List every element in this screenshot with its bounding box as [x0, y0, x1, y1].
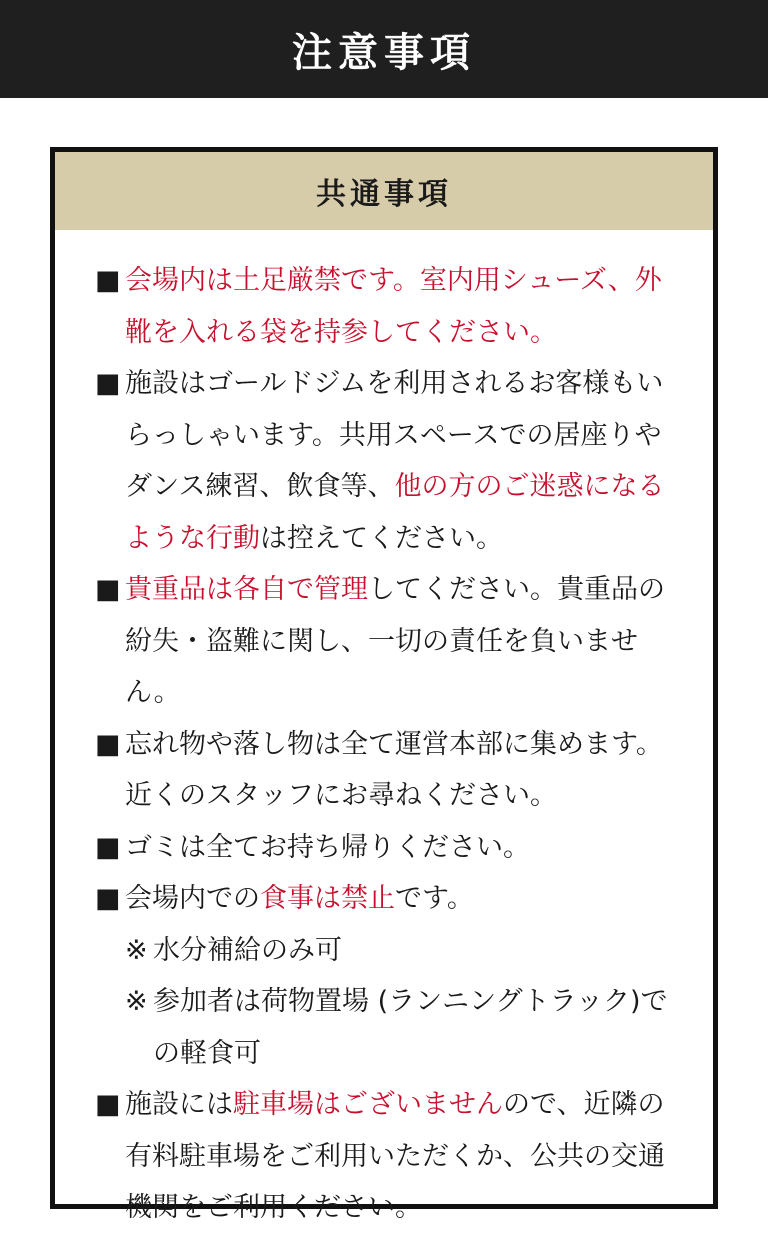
body-text: 施設はゴールドジムを利用されるお客様もいらっしゃいます。共用スペースでの居座りやダンス練習、飲食等、 [125, 368, 664, 502]
highlighted-text: 他の方のご迷惑になるような行動 [125, 471, 665, 554]
reference-mark-icon: ※ [125, 986, 148, 1017]
notice-text [125, 358, 687, 564]
notice-item [95, 719, 687, 822]
notice-item [95, 358, 687, 564]
highlighted-text: 駐車場はございません [233, 1089, 503, 1120]
notice-text [125, 1079, 687, 1234]
notice-box [50, 147, 718, 1223]
highlighted-text: 食事は禁止 [260, 883, 395, 914]
notice-text [125, 873, 687, 925]
page-title: 注意事項 [292, 29, 476, 76]
note-text: 参加者は荷物置場 (ランニングトラック)での軽食可 [153, 986, 668, 1069]
bullet-square-icon: ■ [95, 368, 121, 399]
page-header [0, 0, 768, 98]
notice-note [95, 976, 687, 1079]
body-text: 忘れ物や落し物は全て運営本部に集めます。近くのスタッフにお尋ねください。 [125, 728, 663, 811]
section-header [55, 152, 713, 230]
notice-text [125, 564, 687, 719]
notice-note [95, 925, 687, 977]
bullet-square-icon: ■ [95, 1089, 121, 1120]
body-text: 施設には [125, 1089, 233, 1120]
notice-text [125, 255, 687, 358]
notice-list [55, 230, 713, 1234]
highlighted-text: 貴重品は各自で管理 [125, 574, 368, 605]
body-text: ゴミは全てお持ち帰りください。 [125, 831, 530, 863]
body-text: は控えてください。 [260, 522, 503, 554]
notice-item [95, 822, 687, 874]
bullet-square-icon: ■ [95, 728, 121, 760]
bullet-square-icon: ■ [95, 883, 121, 914]
body-text: してください。貴重品の紛失・盗難に関し、一切の責任を負いません。 [125, 574, 665, 708]
bullet-square-icon: ■ [95, 265, 121, 296]
highlighted-text: 会場内は土足厳禁です。室内用シューズ、外靴を入れる袋を持参してください。 [125, 265, 662, 348]
bullet-square-icon: ■ [95, 831, 121, 863]
notice-item [95, 1079, 687, 1234]
section-title: 共通事項 [316, 177, 452, 212]
bullet-square-icon: ■ [95, 574, 121, 605]
note-text: 水分補給のみ可 [153, 934, 342, 966]
notice-text [125, 719, 687, 822]
notice-item [95, 564, 687, 719]
reference-mark-icon: ※ [125, 934, 148, 966]
notice-text [125, 822, 687, 874]
body-text: 会場内での [125, 883, 260, 914]
notice-item [95, 873, 687, 925]
body-text: です。 [395, 883, 474, 914]
body-text: ので、近隣の有料駐車場をご利用いただくか、公共の交通機関をご利用ください。 [125, 1089, 665, 1223]
notice-item [95, 255, 687, 358]
